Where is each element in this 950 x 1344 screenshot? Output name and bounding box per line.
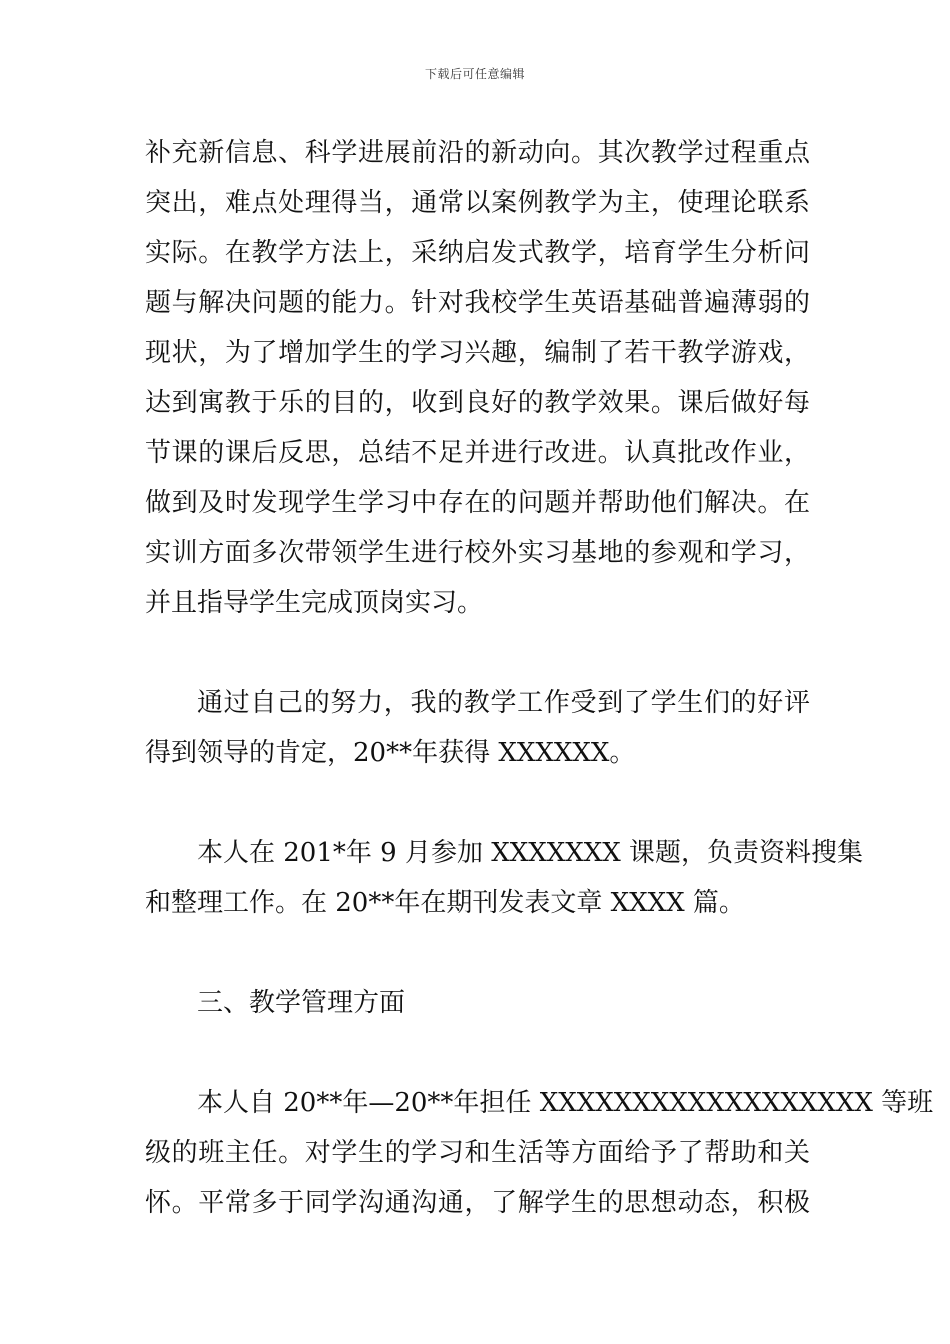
- text-line: 和整理工作。在 20**年在期刊发表文章 XXXX 篇。: [145, 888, 745, 918]
- paragraph: [145, 128, 810, 628]
- text-line: 现状，为了增加学生的学习兴趣，编制了若干教学游戏，: [145, 338, 810, 368]
- text-line: 做到及时发现学生学习中存在的问题并帮助他们解决。在: [145, 488, 810, 518]
- paragraph-gap: [145, 928, 810, 978]
- text-line: 通过自己的努力，我的教学工作受到了学生们的好评: [197, 688, 810, 718]
- paragraph: [145, 828, 864, 928]
- text-line: 并且指导学生完成顶岗实习。: [145, 588, 484, 618]
- text-line: 达到寓教于乐的目的，收到良好的教学效果。课后做好每: [145, 388, 810, 418]
- paragraph-gap: [145, 628, 810, 678]
- paragraph: [145, 1078, 934, 1228]
- text-line: 本人自 20**年—20**年担任 XXXXXXXXXXXXXXXXXX 等班: [197, 1088, 934, 1118]
- document-body: [145, 128, 934, 1228]
- text-line: 本人在 201*年 9 月参加 XXXXXXX 课题，负责资料搜集: [197, 838, 864, 868]
- text-line: 得到领导的肯定，20**年获得 XXXXXX。: [145, 738, 636, 768]
- text-line: 题与解决问题的能力。针对我校学生英语基础普遍薄弱的: [145, 288, 810, 318]
- text-line: 突出，难点处理得当，通常以案例教学为主，使理论联系: [145, 188, 810, 218]
- page-header: 下载后可任意编辑: [424, 67, 525, 81]
- paragraph-gap: [145, 1028, 810, 1078]
- text-line: 级的班主任。对学生的学习和生活等方面给予了帮助和关: [145, 1138, 810, 1168]
- section-heading: 三、教学管理方面: [197, 988, 406, 1018]
- paragraph: [145, 678, 810, 778]
- text-line: 实际。在教学方法上，采纳启发式教学，培育学生分析问: [145, 238, 810, 268]
- text-line: 节课的课后反思，总结不足并进行改进。认真批改作业，: [145, 438, 810, 468]
- paragraph-gap: [145, 778, 810, 828]
- text-line: 补充新信息、科学进展前沿的新动向。其次教学过程重点: [145, 138, 810, 168]
- text-line: 实训方面多次带领学生进行校外实习基地的参观和学习，: [145, 538, 810, 568]
- text-line: 怀。平常多于同学沟通沟通，了解学生的思想动态，积极: [145, 1188, 810, 1218]
